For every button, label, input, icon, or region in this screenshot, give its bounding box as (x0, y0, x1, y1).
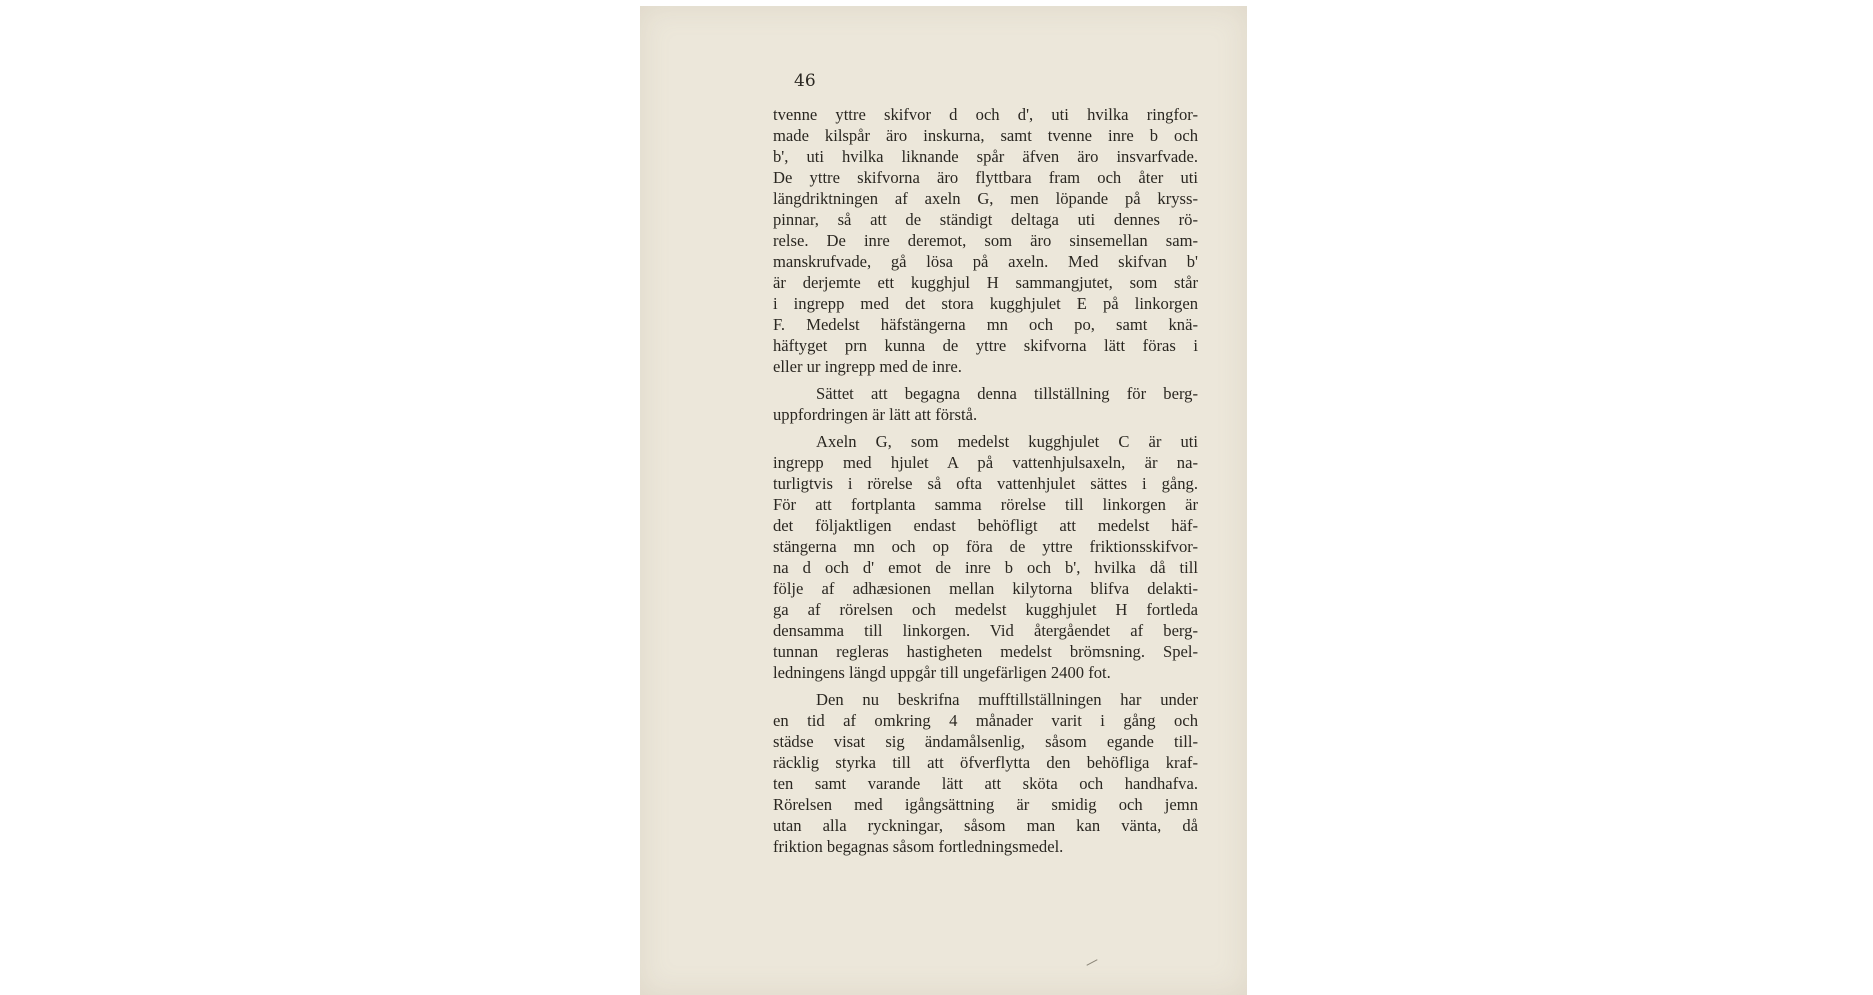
text-line: eller ur ingrepp med de inre. (773, 357, 962, 376)
paragraph (773, 689, 1198, 857)
text-line: F. Medelst häfstängerna mn och po, samt knä- (773, 315, 1198, 334)
text-line: i ingrepp med det stora kugghjulet E på linkorgen (773, 294, 1198, 313)
text-line: manskrufvade, gå lösa på axeln. Med skifvan b' (773, 252, 1198, 271)
paragraph (773, 431, 1198, 683)
text-line: följe af adhæsionen mellan kilytorna blifva delakti- (773, 579, 1198, 598)
text-line: uppfordringen är lätt att förstå. (773, 405, 978, 424)
text-line: längdriktningen af axeln G, men löpande på kryss- (773, 189, 1198, 208)
text-line: densamma till linkorgen. Vid återgåendet af berg- (773, 621, 1198, 640)
paragraph (773, 104, 1198, 377)
text-line: Den nu beskrifna mufftillställningen har under (816, 690, 1198, 709)
text-line: utan alla ryckningar, såsom man kan vänta, då (773, 816, 1198, 835)
text-line: pinnar, så att de ständigt deltaga uti dennes rö- (773, 210, 1198, 229)
text-line: b', uti hvilka liknande spår äfven äro insvarfvade. (773, 147, 1198, 166)
page-body-text (773, 104, 1198, 857)
text-line: stängerna mn och op föra de yttre friktionsskifvor- (773, 537, 1198, 556)
page-number: 46 (794, 71, 816, 91)
text-line: häftyget prn kunna de yttre skifvorna lätt föras i (773, 336, 1198, 355)
text-line: De yttre skifvorna äro flyttbara fram och åter uti (773, 168, 1198, 187)
text-line: ten samt varande lätt att sköta och handhafva. (773, 774, 1198, 793)
text-line: Rörelsen med igångsättning är smidig och jemn (773, 795, 1198, 814)
text-line: är derjemte ett kugghjul H sammangjutet, som står (773, 273, 1198, 292)
text-line: en tid af omkring 4 månader varit i gång och (773, 711, 1198, 730)
text-line: tunnan regleras hastigheten medelst brömsning. Spel- (773, 642, 1198, 661)
text-line: ingrepp med hjulet A på vattenhjulsaxeln, är na- (773, 453, 1198, 472)
text-line: ga af rörelsen och medelst kugghjulet H fortleda (773, 600, 1198, 619)
text-line: tvenne yttre skifvor d och d', uti hvilka ringfor- (773, 105, 1198, 124)
text-line: För att fortplanta samma rörelse till linkorgen är (773, 495, 1198, 514)
text-line: friktion begagnas såsom fortledningsmedel. (773, 837, 1064, 856)
text-line: turligtvis i rörelse så ofta vattenhjulet sättes i gång. (773, 474, 1198, 493)
text-line: städse visat sig ändamålsenlig, såsom egande till- (773, 732, 1198, 751)
text-line: Axeln G, som medelst kugghjulet C är uti (816, 432, 1198, 451)
text-line: Sättet att begagna denna tillställning för berg- (816, 384, 1198, 403)
paragraph (773, 383, 1198, 425)
text-line: relse. De inre deremot, som äro sinsemellan sam- (773, 231, 1198, 250)
text-line: made kilspår äro inskurna, samt tvenne inre b och (773, 126, 1198, 145)
text-line: det följaktligen endast behöfligt att medelst häf- (773, 516, 1198, 535)
text-line: ledningens längd uppgår till ungefärligen 2400 fot. (773, 663, 1111, 682)
text-line: räcklig styrka till att öfverflytta den behöfliga kraf- (773, 753, 1198, 772)
text-line: na d och d' emot de inre b och b', hvilka då till (773, 558, 1198, 577)
